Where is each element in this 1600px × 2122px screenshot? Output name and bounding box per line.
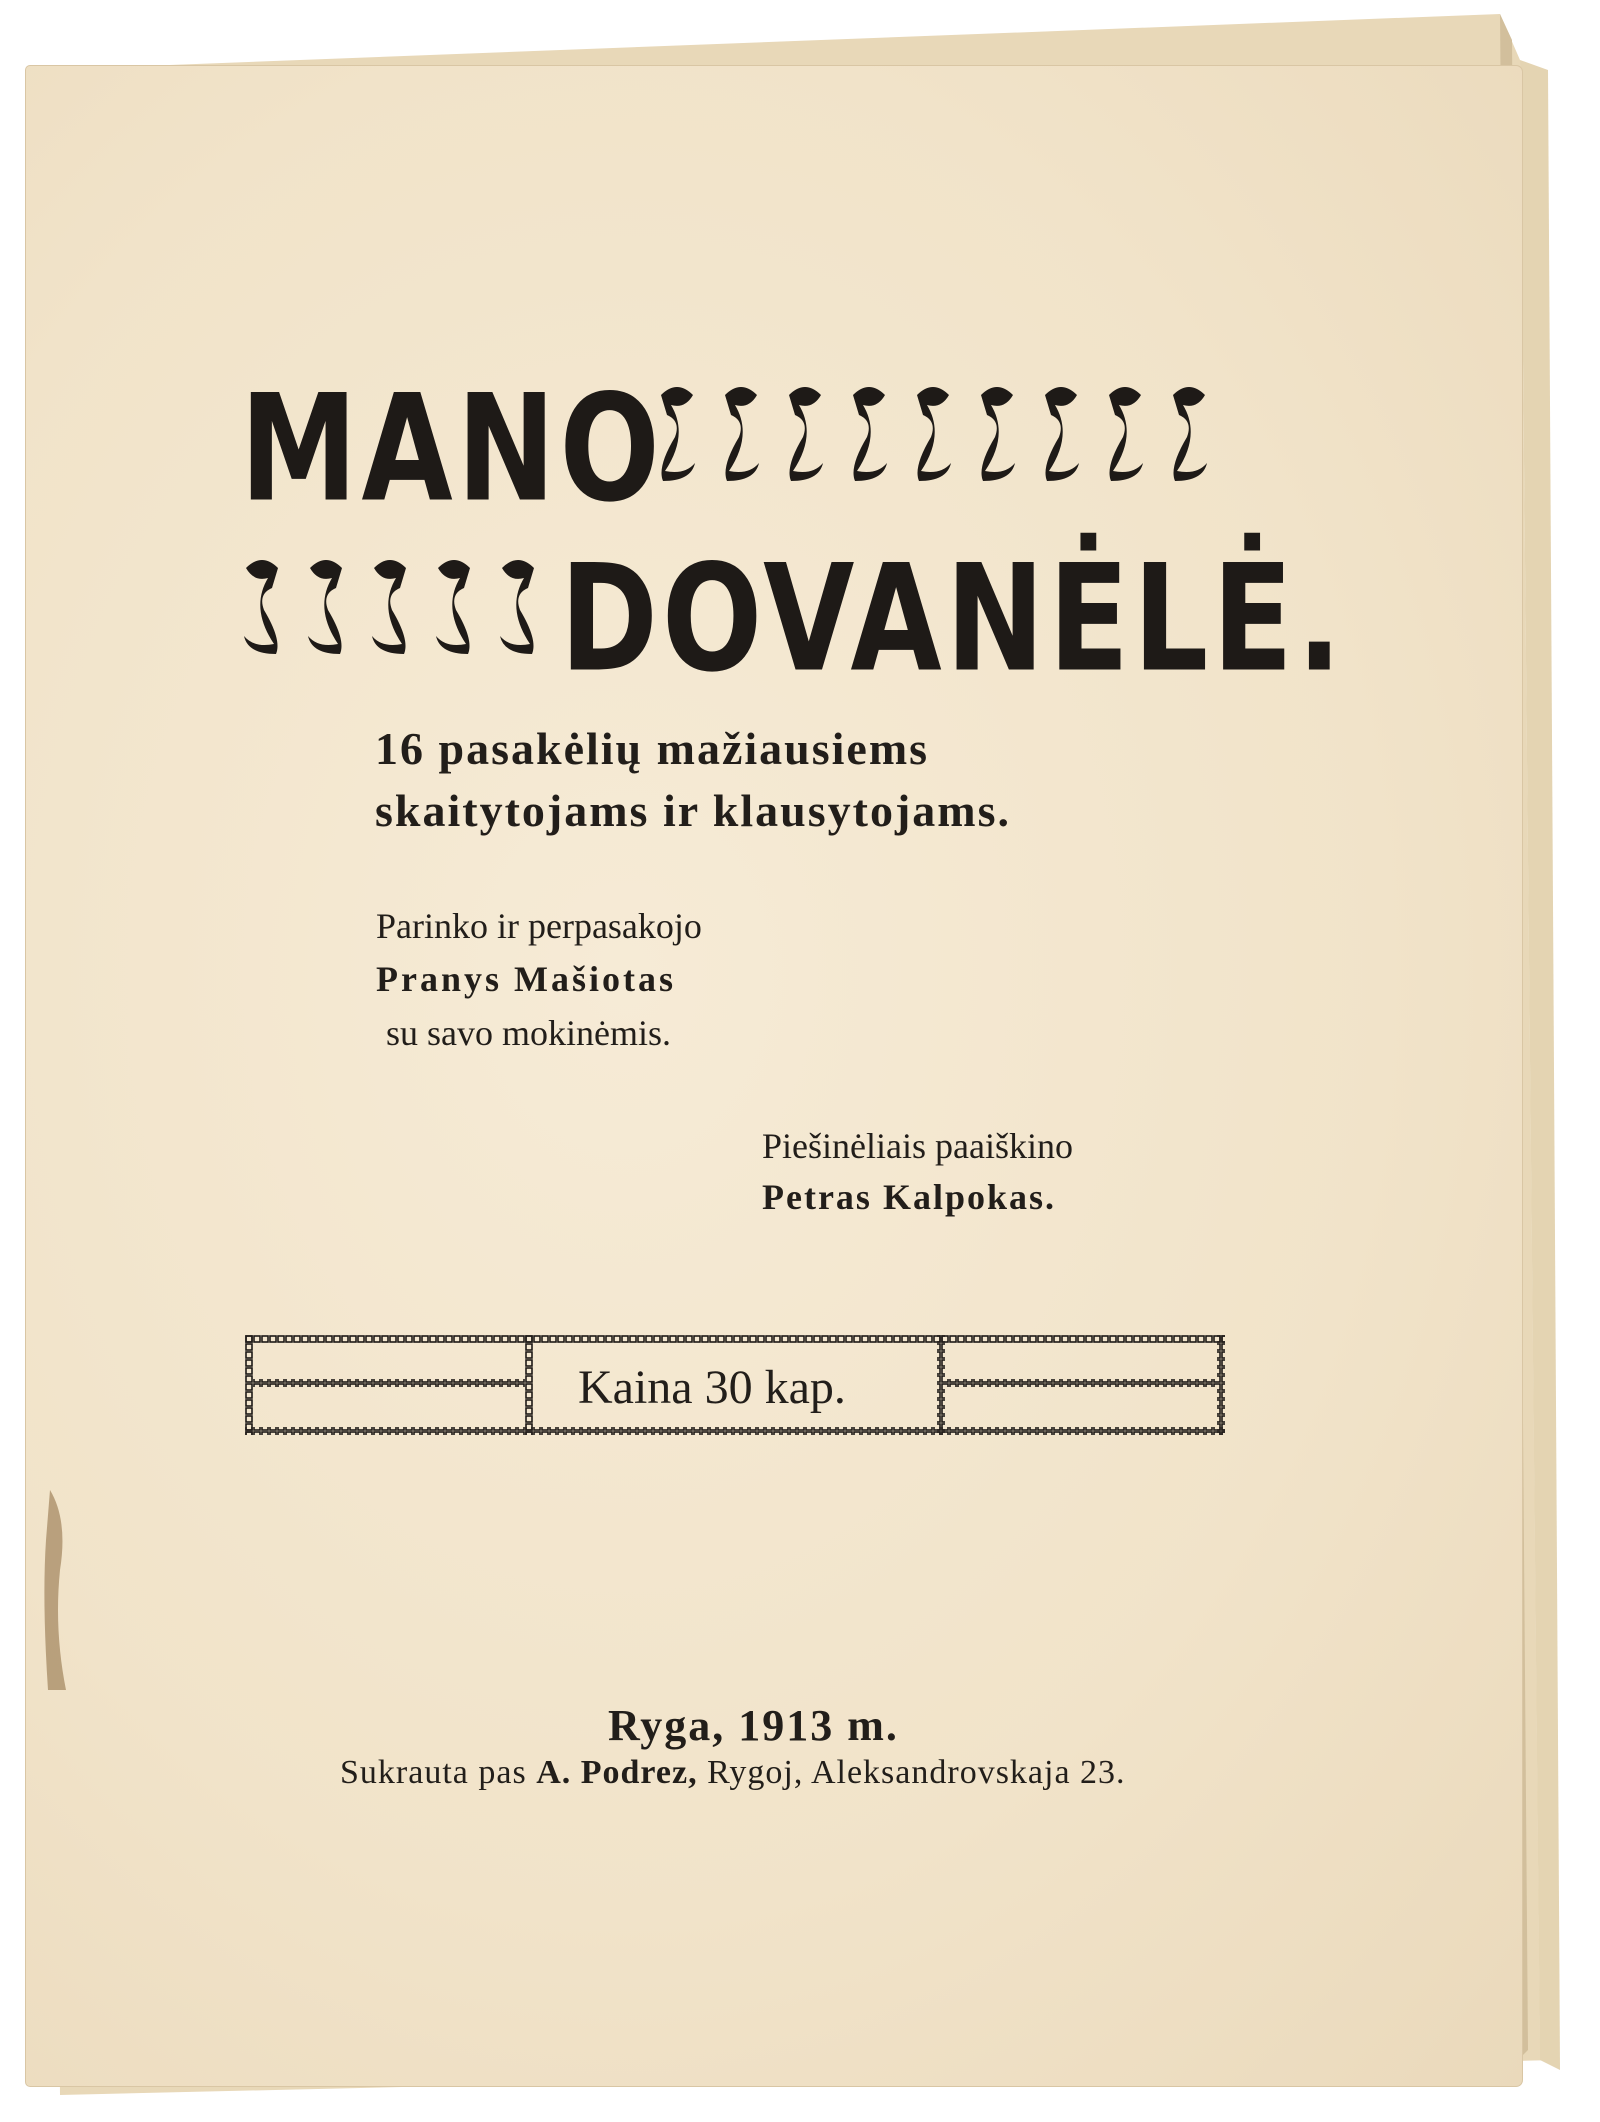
swirl-ornament-icon [719,375,763,485]
illustrator-label: Piešinėliais paaiškino [762,1126,1073,1166]
title-line-1: MANO [240,362,664,535]
compiler-name: Pranys Mašiotas [376,959,676,999]
swirl-ornament-icon [368,548,412,658]
printer-name: A. Podrez, [536,1754,698,1791]
swirl-ornament-icon [975,375,1019,485]
swirl-ornament-icon [783,375,827,485]
imprint-printer [340,1754,1126,1792]
swirl-ornament-icon [432,548,476,658]
swirl-ornament-icon [655,375,699,485]
subtitle-line-1: 16 pasakėlių mažiausiems [375,723,930,774]
swirl-ornament-icon [240,548,284,658]
ornament-row-2 [240,548,540,658]
printer-suffix: Rygoj, Aleksandrovskaja 23. [707,1754,1126,1791]
compiler-note: su savo mokinėmis. [386,1013,671,1053]
printer-prefix: Sukrauta pas [340,1754,527,1791]
swirl-ornament-icon [496,548,540,658]
compiler-label: Parinko ir perpasakojo [376,906,702,946]
swirl-ornament-icon [847,375,891,485]
swirl-ornament-icon [304,548,348,658]
spine-stain [40,1480,80,1700]
swirl-ornament-icon [911,375,955,485]
swirl-ornament-icon [1167,375,1211,485]
title-line-2: DOVANĖLĖ. [560,532,1346,705]
swirl-ornament-icon [1039,375,1083,485]
price-label: Kaina 30 kap. [578,1361,846,1414]
illustrator-name: Petras Kalpokas. [762,1177,1057,1217]
imprint-place-year: Ryga, 1913 m. [608,1701,899,1750]
ornament-row-1 [655,375,1211,485]
subtitle-line-2: skaitytojams ir klausytojams. [375,785,1012,836]
swirl-ornament-icon [1103,375,1147,485]
